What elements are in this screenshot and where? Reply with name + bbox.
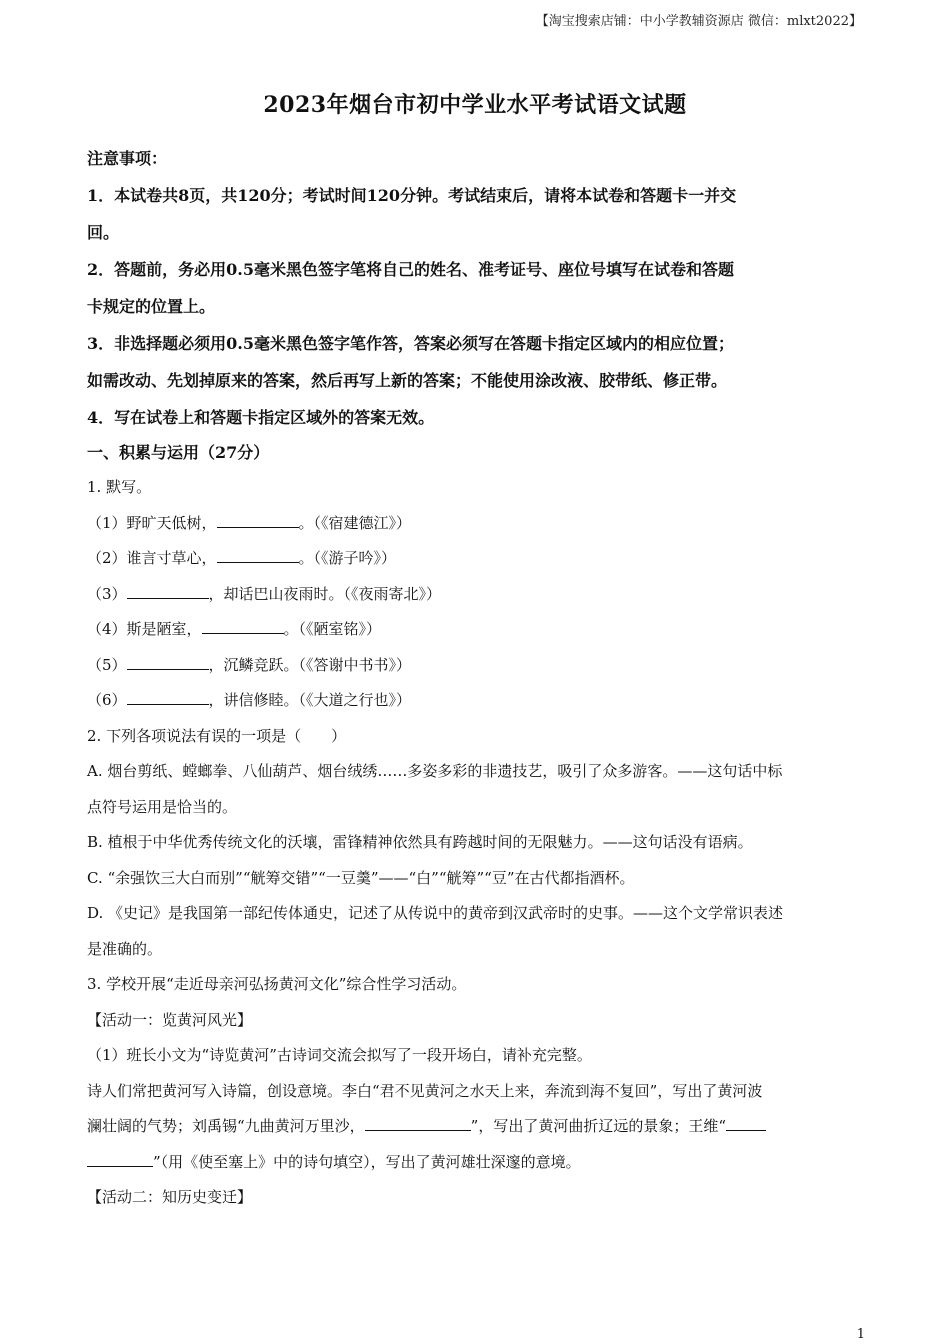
- activity-heading: 【活动一：览黄河风光】: [87, 1010, 253, 1029]
- subquestion: （1）班长小文为“诗览黄河”古诗词交流会拟写了一段开场白，请补充完整。: [87, 1046, 592, 1064]
- notice-line: 卡规定的位置上。: [87, 297, 216, 316]
- notice-line: 1．本试卷共8页，共120分；考试时间120分钟。考试结束后，请将本试卷和答题卡一并交: [87, 186, 737, 205]
- dictation-suffix: 。（《宿建德江》）: [298, 513, 412, 532]
- header-note: 【淘宝搜索店铺：中小学教辅资源店 微信：mlxt2022】: [535, 14, 862, 29]
- paragraph-text: ”，写出了黄河曲折辽远的景象；王维“: [470, 1117, 727, 1135]
- notice-line: 回。: [87, 223, 120, 242]
- section-heading: 一、积累与运用（27分）: [87, 443, 270, 462]
- dictation-suffix: 。（《游子吟》）: [298, 549, 397, 567]
- dictation-suffix: ，却话巴山夜雨时。（《夜雨寄北》）: [208, 584, 442, 603]
- question-stem: 1. 默写。: [87, 478, 152, 496]
- option-line: 点符号运用是恰当的。: [87, 797, 238, 816]
- dictation-item: [87, 612, 865, 648]
- question-stem: 3. 学校开展“走近母亲河弘扬黄河文化”综合性学习活动。: [87, 975, 467, 993]
- page-title: 2023年烟台市初中学业水平考试语文试题: [263, 92, 687, 118]
- answer-blank[interactable]: [365, 1115, 471, 1131]
- dictation-prefix: （6）: [87, 691, 127, 709]
- answer-blank[interactable]: [217, 512, 299, 528]
- paragraph-line: 诗人们常把黄河写入诗篇，创设意境。李白“君不见黄河之水天上来，奔流到海不复回”，写出了黄河波: [87, 1081, 763, 1100]
- dictation-suffix: 。（《陋室铭》）: [283, 620, 382, 638]
- answer-blank[interactable]: [87, 1151, 153, 1167]
- answer-blank[interactable]: [202, 618, 284, 634]
- option-line: 是准确的。: [87, 939, 163, 958]
- dictation-prefix: （4）斯是陋室，: [87, 620, 202, 638]
- dictation-item: [87, 683, 865, 719]
- dictation-prefix: （2）谁言寸草心，: [87, 549, 217, 567]
- dictation-prefix: （5）: [87, 655, 127, 674]
- option-line: D. 《史记》是我国第一部纪传体通史，记述了从传说中的黄帝到汉武帝时的史事。——这个文学常识表述: [87, 904, 784, 922]
- dictation-prefix: （3）: [87, 584, 127, 603]
- option-line: B. 植根于中华优秀传统文化的沃壤，雷锋精神依然具有跨越时间的无限魅力。——这句话没有语病。: [87, 833, 753, 851]
- answer-blank[interactable]: [217, 547, 299, 563]
- option-line: A. 烟台剪纸、螳螂拳、八仙葫芦、烟台绒绣……多姿多彩的非遗技艺，吸引了众多游客。——这句话中标: [87, 762, 783, 780]
- dictation-prefix: （1）野旷天低树，: [87, 513, 217, 532]
- dictation-item: [87, 577, 865, 613]
- document-body: [87, 140, 865, 1216]
- paragraph-line: [87, 1145, 865, 1181]
- question-stem: 2. 下列各项说法有误的一项是（ ）: [87, 726, 347, 745]
- notice-heading: 注意事项：: [87, 149, 168, 168]
- answer-blank[interactable]: [127, 689, 209, 705]
- dictation-item: [87, 506, 865, 542]
- page-number: 1: [856, 1327, 865, 1342]
- paragraph-text: 澜壮阔的气势；刘禹锡“九曲黄河万里沙，: [87, 1117, 365, 1135]
- dictation-suffix: ，沉鳞竞跃。（《答谢中书书》）: [208, 655, 412, 674]
- answer-blank[interactable]: [127, 654, 209, 670]
- notice-line: 4．写在试卷上和答题卡指定区域外的答案无效。: [87, 408, 435, 427]
- dictation-item: [87, 541, 865, 577]
- answer-blank[interactable]: [726, 1115, 766, 1131]
- notice-line: 3．非选择题必须用0.5毫米黑色签字笔作答，答案必须写在答题卡指定区域内的相应位置；: [87, 334, 734, 353]
- activity-heading: 【活动二：知历史变迁】: [87, 1188, 253, 1206]
- answer-blank[interactable]: [127, 583, 209, 599]
- option-line: C. “余强饮三大白而别”“觥筹交错”“一豆羹”——“白”“觥筹”“豆”在古代都指酒杯。: [87, 868, 635, 887]
- notice-line: 2．答题前，务必用0.5毫米黑色签字笔将自己的姓名、准考证号、座位号填写在试卷和答题: [87, 260, 734, 279]
- notice-line: 如需改动、先划掉原来的答案，然后再写上新的答案；不能使用涂改液、胶带纸、修正带。: [87, 371, 728, 390]
- paragraph-line: [87, 1109, 865, 1145]
- dictation-item: [87, 648, 865, 684]
- paragraph-text: ”（用《使至塞上》中的诗句填空），写出了黄河雄壮深邃的意境。: [153, 1152, 581, 1171]
- dictation-suffix: ，讲信修睦。（《大道之行也》）: [208, 691, 412, 709]
